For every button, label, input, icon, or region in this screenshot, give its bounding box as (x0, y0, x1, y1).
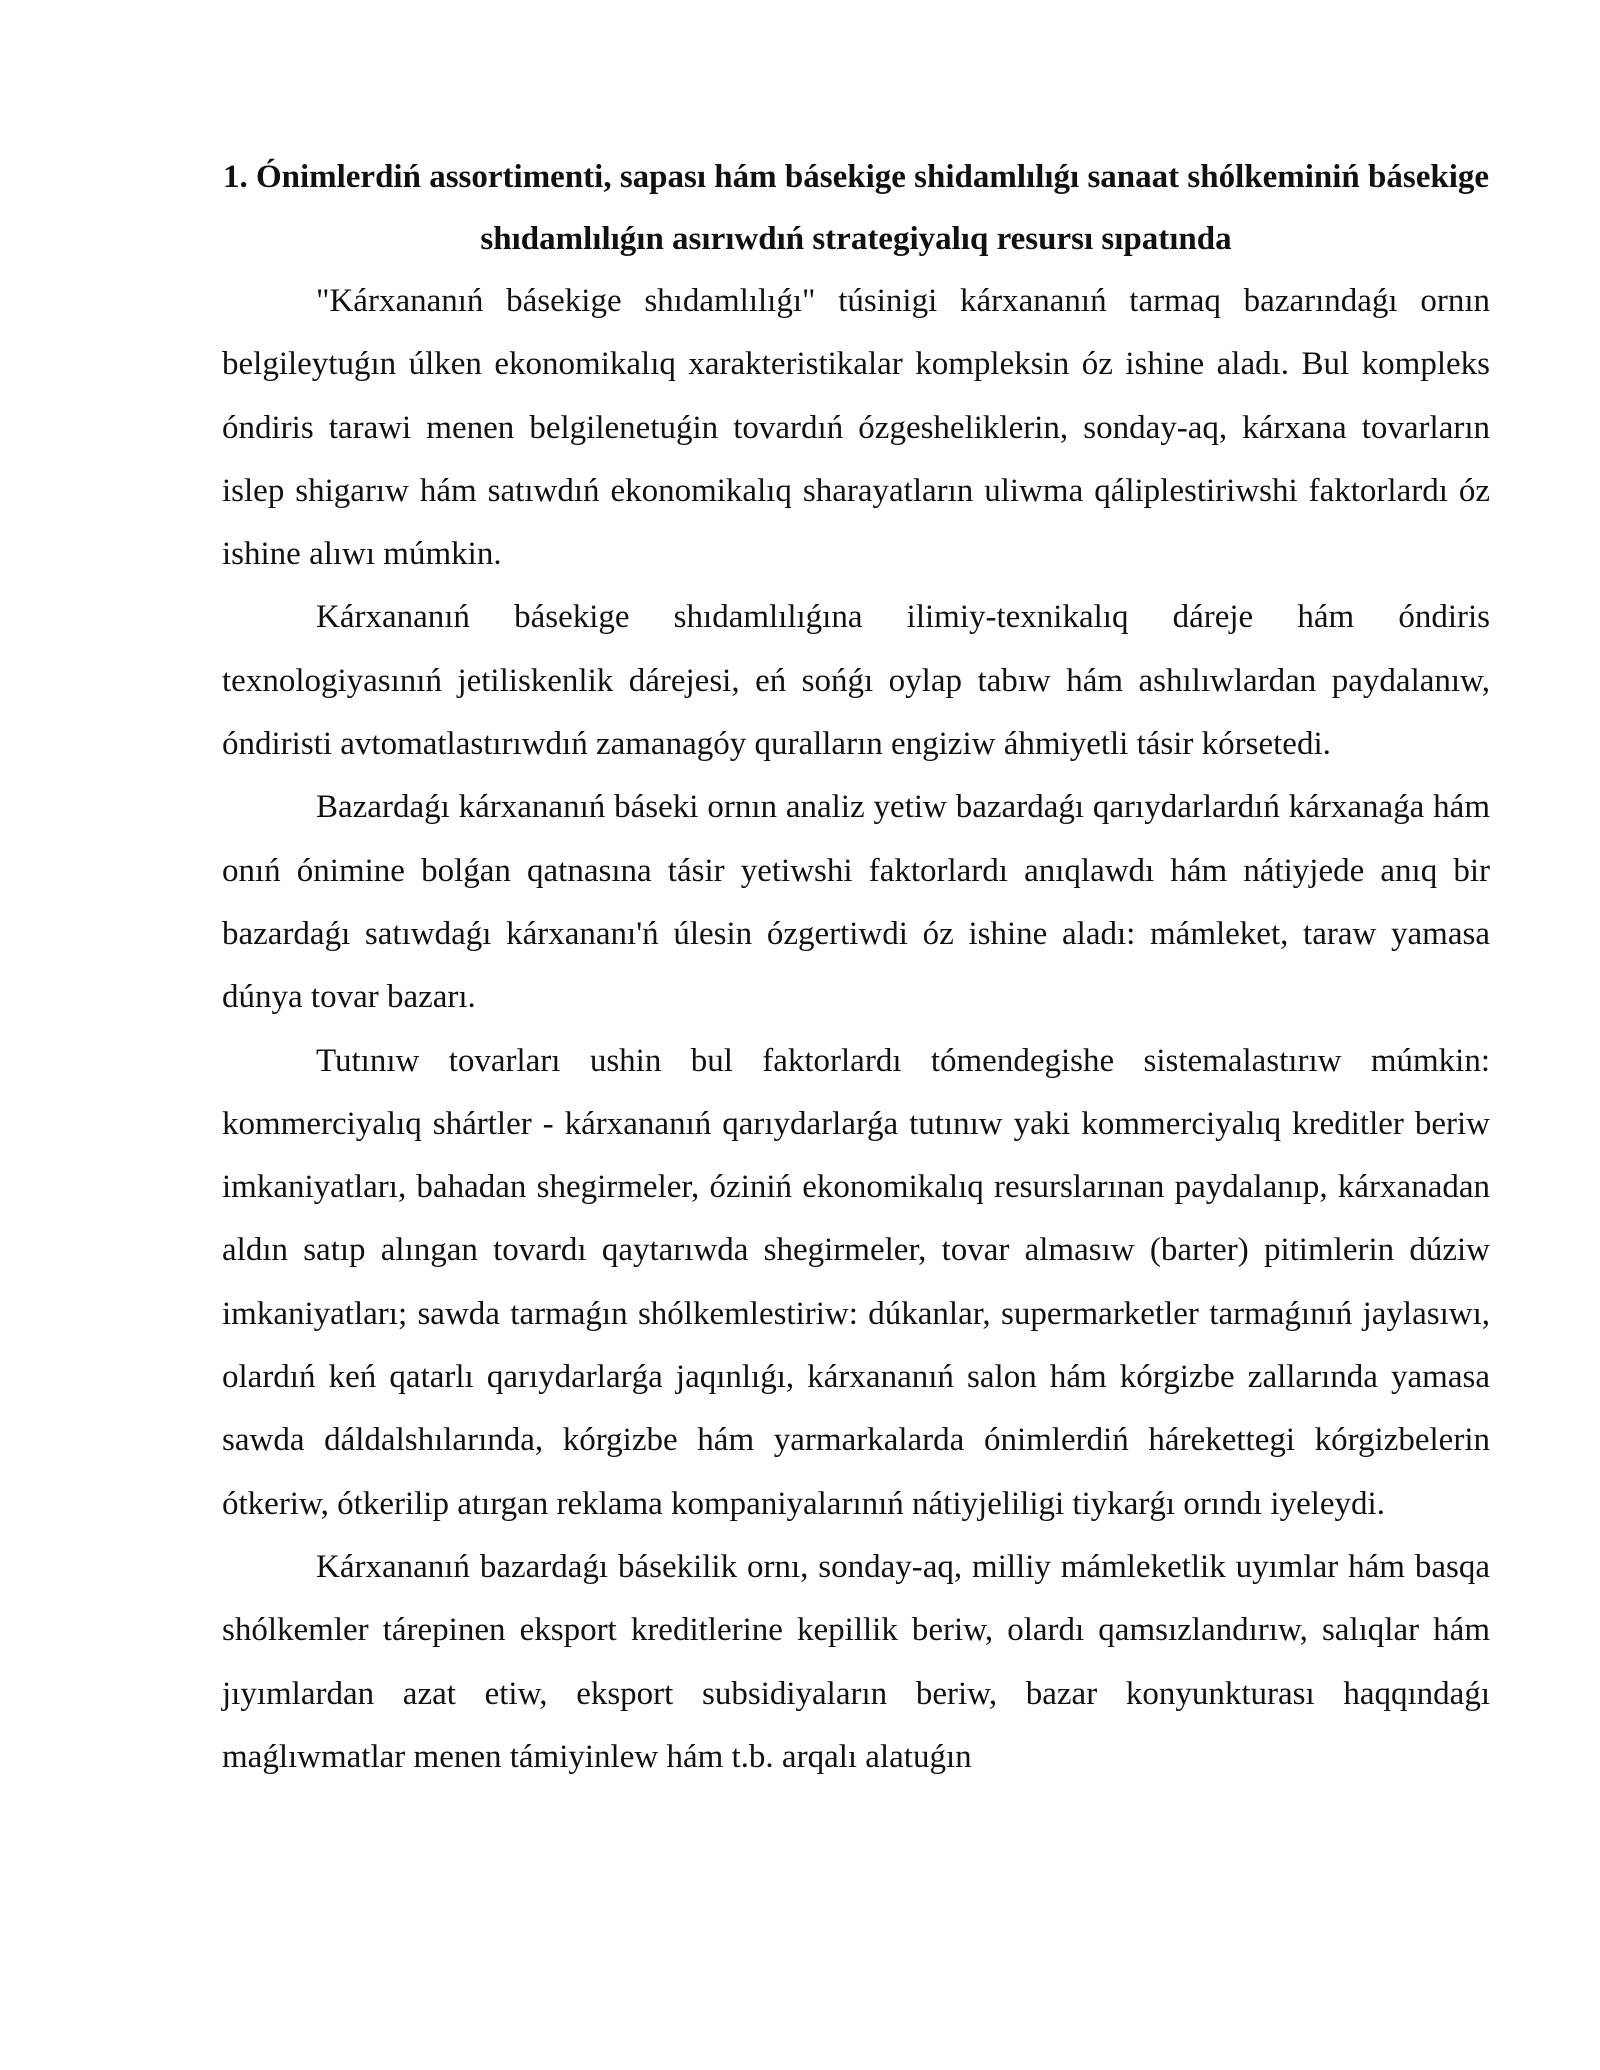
section-heading: 1. Ónimlerdiń assortimenti, sapası hám básekige shidamlılıǵı sanaat shólkeminiń básekige shıdamlılıǵın asırıwdıń strategiyalıq resursı sıpatında (222, 159, 1490, 257)
paragraph-2: Kárxananıń básekige shıdamlılıǵına ilimiy-texnikalıq dáreje hám óndiris texnologiyasınıń jetiliskenlik dárejesi, eń sońǵı oylap tabıw hám ashılıwlardan paydalanıw, óndiristi avtomatlastırıwdıń zamanagóy quralların engiziw áhmiyetli tásir kórsetedi. (222, 599, 1490, 763)
paragraph-1: "Kárxananıń básekige shıdamlılıǵı" túsinigi kárxananıń tarmaq bazarındaǵı ornın belgileytuǵın úlken ekonomikalıq xarakteristikalar kompleksin óz ishine aladı. Bul kompleks óndiris tarawi menen belgilenetuǵin tovardıń ózgesheliklerin, sonday-aq, kárxana tovarların islep shigarıw hám satıwdıń ekonomikalıq sharayatların uliwma qáliplestiriwshi faktorlardı óz ishine alıwı múmkin. (222, 283, 1490, 573)
document-page (222, 146, 1490, 1789)
paragraph-5: Kárxananıń bazardaǵı básekilik ornı, sonday-aq, milliy mámleketlik uyımlar hám basqa shólkemler tárepinen eksport kreditlerine kepillik beriw, olardı qamsızlandırıw, salıqlar hám jıyımlardan azat etiw, eksport subsidiyaların beriw, bazar konyunkturası haqqındaǵı maǵlıwmatlar menen támiyinlew hám t.b. arqalı alatuǵın (222, 1548, 1490, 1775)
paragraph-3: Bazardaǵı kárxananıń báseki ornın analiz yetiw bazardaǵı qarıydarlardıń kárxanaǵa hám onıń ónimine bolǵan qatnasına tásir yetiwshi faktorlardı anıqlawdı hám nátiyjede anıq bir bazardaǵı satıwdaǵı kárxananı'ń úlesin ózgertiwdi óz ishine aladı: mámleket, taraw yamasa dúnya tovar bazarı. (222, 789, 1490, 1016)
paragraph-4: Tutınıw tovarları ushin bul faktorlardı tómendegishe sistemalastırıw múmkin: kommerciyalıq shártler - kárxananıń qarıydarlarǵa tutınıw yaki kommerciyalıq kreditler beriw imkaniyatları, bahadan shegirmeler, óziniń ekonomikalıq resurslarınan paydalanıp, kárxanadan aldın satıp alıngan tovardı qaytarıwda shegirmeler, tovar almasıw (barter) pitimlerin dúziw imkaniyatları; sawda tarmaǵın shólkemlestiriw: dúkanlar, supermarketler tarmaǵınıń jaylasıwı, olardıń keń qatarlı qarıydarlarǵa jaqınlıǵı, kárxananıń salon hám kórgizbe zallarında yamasa sawda dáldalshılarında, kórgizbe hám yarmarkalarda ónimlerdiń hárekettegi kórgizbelerin ótkeriw, ótkerilip atırgan reklama kompaniyalarınıń nátiyjeliligi tiykarǵı orındı iyeleydi. (222, 1042, 1490, 1522)
